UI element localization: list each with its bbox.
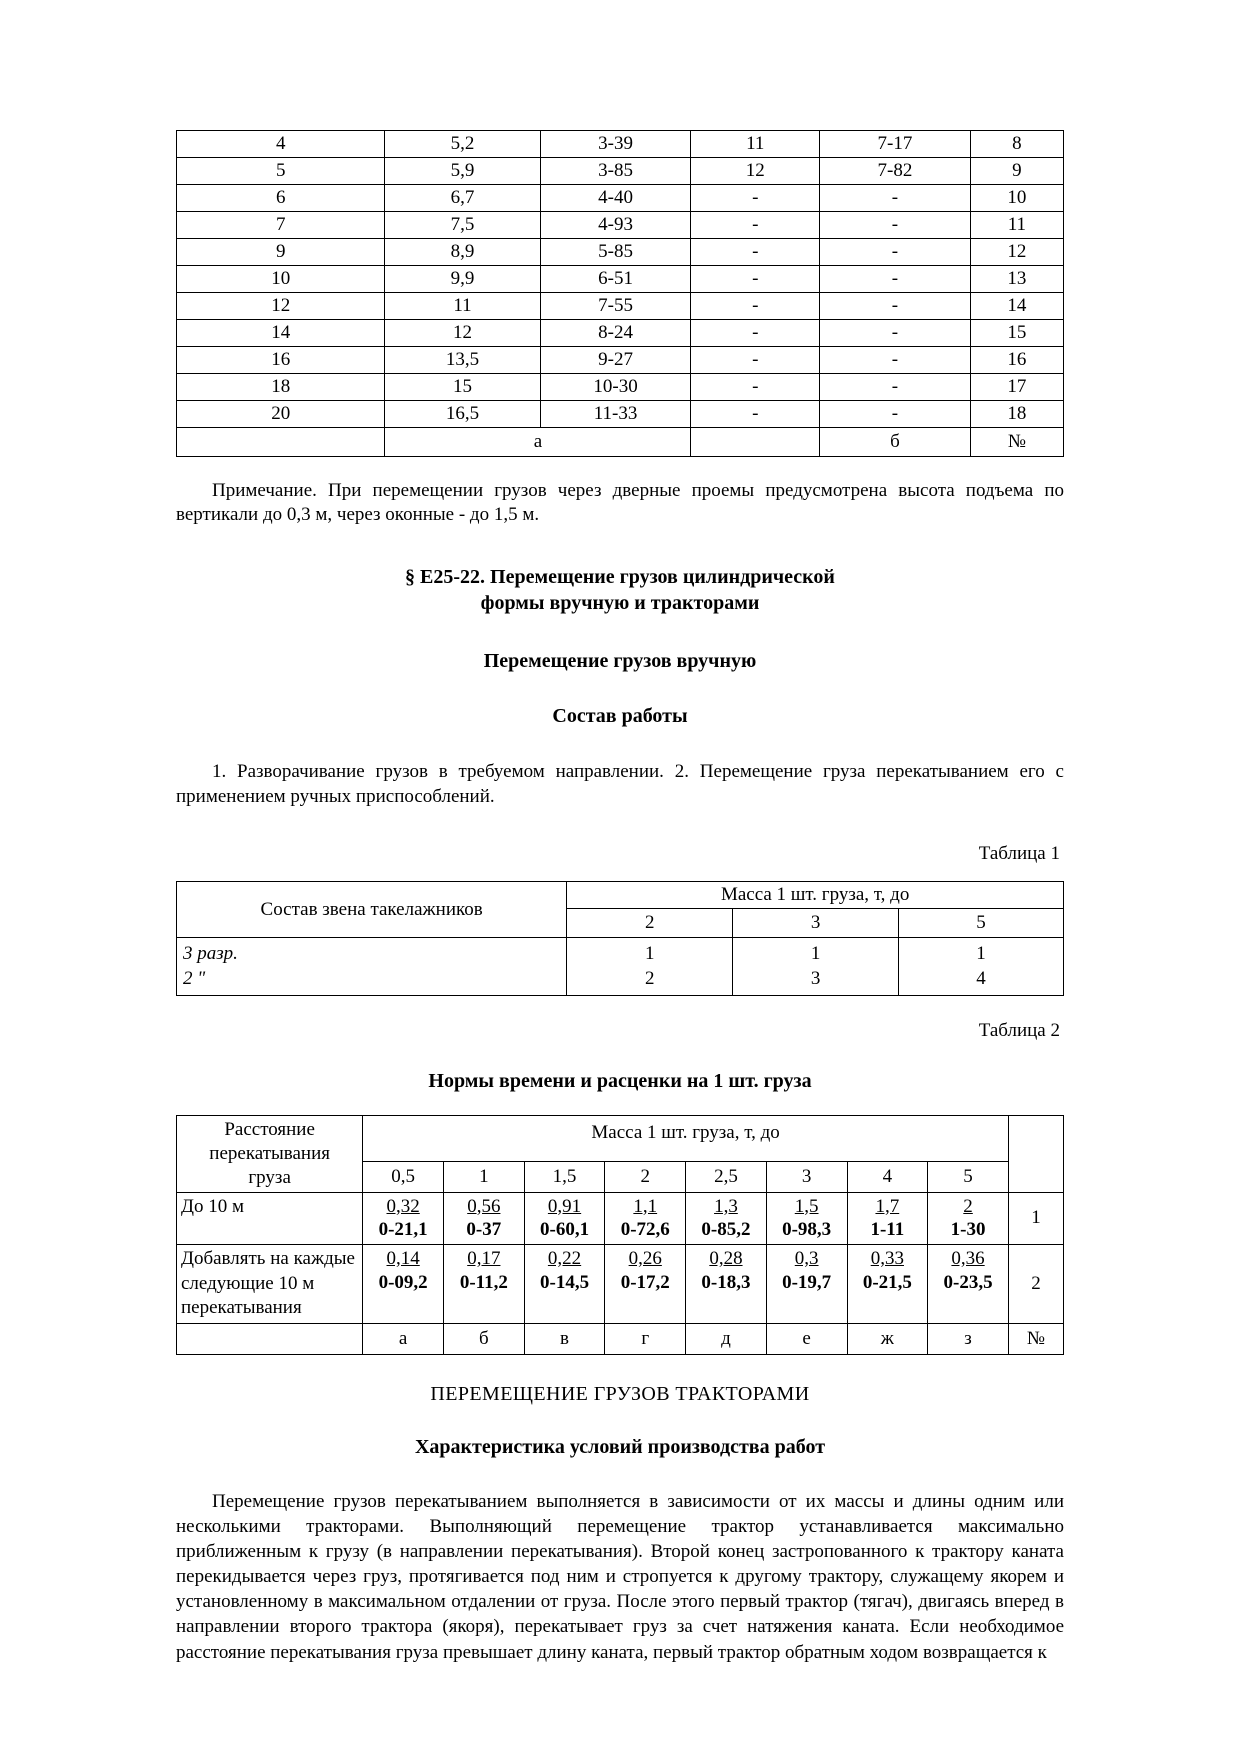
table2-head-left-line0: Расстояние [224,1119,315,1141]
table-row [177,1192,1064,1245]
table-cell-rate_b: - [820,347,971,374]
table-cell-rate_b: - [820,212,971,239]
table-cell-length: 11 [385,293,540,320]
table-cell-num: - [691,266,820,293]
table-cell-rate_a: 3-85 [540,158,691,185]
table-cell-row_no: 14 [970,293,1063,320]
time-norm: 1,1 [633,1195,658,1217]
time-norm: 0,26 [628,1248,662,1269]
table-cell-row_no: 18 [970,401,1063,428]
table-row [177,937,1064,995]
table2-row-label-1: Добавлять на каждые следующие 10 м перекатывания [177,1245,363,1324]
time-norm: 0,56 [467,1195,501,1217]
table-cell-diameter: 18 [177,374,385,401]
table-cell-diameter: 10 [177,266,385,293]
table-cell-num: - [691,212,820,239]
section-title-line2: формы вручную и тракторами [480,592,760,615]
table-cell-rate_b: 7-82 [820,158,971,185]
table-cell-rate_a: 11-33 [540,401,691,428]
table-row [177,185,1064,212]
table-cell-rate_b: - [820,293,971,320]
table2-footer-letter-5: е [766,1324,847,1355]
rate: 0-85,2 [701,1219,751,1241]
table2-mass-tick-0: 0,5 [363,1161,444,1192]
table-cell-diameter: 6 [177,185,385,212]
table2-footer-letter-1: б [443,1324,524,1355]
table-row [177,1116,1064,1161]
section-title-line1: § Е25-22. Перемещение грузов цилиндрической [405,565,835,588]
rate: 1-30 [950,1219,986,1241]
table-row [177,347,1064,374]
rate: 0-37 [466,1219,502,1241]
footer-letter-a: а [385,428,691,457]
table2-mass-tick-6: 4 [847,1161,928,1192]
table-cell-rate_b: 7-17 [820,131,971,158]
table1-head-mass: Масса 1 шт. груза, т, до [567,882,1064,909]
table-cell-diameter: 12 [177,293,385,320]
table-row [177,239,1064,266]
table-cell-rate_b: - [820,239,971,266]
table-cell-rate_a: 7-55 [540,293,691,320]
table1-value-0-0: 1 [644,942,655,964]
table-cell-diameter: 9 [177,239,385,266]
table2-cell-1-5 [766,1245,847,1324]
table2-cell-0-6 [847,1192,928,1245]
table2-footer-letter-2: в [524,1324,605,1355]
work-composition-text: 1. Разворачивание грузов в требуемом направлении. 2. Перемещение груза перекатыванием его с применением ручных приспособлений. [176,761,1064,807]
rate: 0-98,3 [782,1219,832,1241]
table2-head-left-line2: груза [248,1166,291,1188]
table2-footer-blank [177,1324,363,1355]
table-row [177,1245,1064,1324]
table-cell-rate_a: 5-85 [540,239,691,266]
table-row [177,158,1064,185]
footer-blank-1 [177,428,385,457]
tractor-section-title: ПЕРЕМЕЩЕНИЕ ГРУЗОВ ТРАКТОРАМИ [430,1383,810,1406]
table2-row-label-0: До 10 м [177,1192,363,1245]
norms-and-rates-table [176,1115,1064,1355]
time-norm: 1,7 [875,1195,900,1217]
table2-footer-row [177,1324,1064,1355]
rate: 0-60,1 [540,1219,590,1241]
table-cell-row_no: 8 [970,131,1063,158]
table2-footer-number-sign: № [1008,1324,1063,1355]
footer-blank-2 [691,428,820,457]
table2-head-mass: Масса 1 шт. груза, т, до [363,1116,1009,1161]
table-cell-length: 5,9 [385,158,540,185]
table2-mass-tick-5: 3 [766,1161,847,1192]
table2-head-left [177,1116,363,1192]
table-cell-num: - [691,239,820,266]
table2-cell-0-2 [524,1192,605,1245]
table-cell-num: - [691,401,820,428]
table2-mass-tick-2: 1,5 [524,1161,605,1192]
rate: 0-11,2 [459,1271,508,1293]
table-cell-rate_b: - [820,266,971,293]
table2-cell-1-0 [363,1245,444,1324]
table2-cell-1-1 [443,1245,524,1324]
rate: 0-21,1 [378,1219,428,1241]
table2-mass-tick-4: 2,5 [686,1161,767,1192]
table-footer-row [177,428,1064,457]
table-cell-diameter: 16 [177,347,385,374]
table1-tick-0: 2 [567,908,733,937]
table-cell-row_no: 10 [970,185,1063,212]
table-row [177,374,1064,401]
subtitle-manual-moving: Перемещение грузов вручную [483,650,757,673]
table1-crew-cell [177,937,567,995]
table1-value-col-1 [733,937,899,995]
time-norm: 0,33 [870,1248,904,1269]
rate: 0-23,5 [943,1271,993,1293]
table-cell-row_no: 16 [970,347,1063,374]
table2-cell-0-1 [443,1192,524,1245]
table-cell-rate_a: 4-40 [540,185,691,212]
note-paragraph: Примечание. При перемещении грузов через дверные проемы предусмотрена высота подъема по вертикали до 0,3 м, через оконные - до 1,5 м. [176,480,1064,526]
subtitle-work-composition: Состав работы [552,705,688,728]
table1-tick-1: 3 [733,908,899,937]
table-cell-rate_a: 10-30 [540,374,691,401]
table-cell-diameter: 20 [177,401,385,428]
table-row [177,131,1064,158]
rate: 0-72,6 [620,1219,670,1241]
footer-letter-b: б [820,428,971,457]
table-cell-row_no: 13 [970,266,1063,293]
table2-cell-1-7 [928,1245,1009,1324]
table1-value-0-1: 1 [810,942,821,964]
table-row [177,212,1064,239]
table1-value-col-2 [899,937,1064,995]
rate: 0-19,7 [782,1271,832,1293]
crew-line-0: 3 разр. [183,942,238,964]
table2-mass-tick-3: 2 [605,1161,686,1192]
table2-footer-letter-3: г [605,1324,686,1355]
table2-cell-0-7 [928,1192,1009,1245]
table-cell-row_no: 15 [970,320,1063,347]
table-cell-rate_b: - [820,374,971,401]
table-cell-row_no: 17 [970,374,1063,401]
table2-footer-letter-4: д [686,1324,767,1355]
table-cell-diameter: 7 [177,212,385,239]
table-cell-length: 5,2 [385,131,540,158]
table2-footer-letter-0: а [363,1324,444,1355]
table-cell-diameter: 4 [177,131,385,158]
table-cell-diameter: 5 [177,158,385,185]
table1-tick-2: 5 [899,908,1064,937]
time-norm: 0,22 [547,1248,582,1269]
table-cell-diameter: 14 [177,320,385,347]
table-cell-rate_b: - [820,320,971,347]
table2-title: Нормы времени и расценки на 1 шт. груза [428,1070,812,1093]
table-cell-rate_b: - [820,185,971,212]
table-cell-length: 13,5 [385,347,540,374]
table-cell-num: 11 [691,131,820,158]
table2-label: Таблица 2 [978,1020,1060,1042]
table2-cell-0-4 [686,1192,767,1245]
table2-footer-letter-6: ж [847,1324,928,1355]
table2-mass-tick-1: 1 [443,1161,524,1192]
table1-value-0-2: 1 [976,942,986,964]
table2-footer-letter-7: з [928,1324,1009,1355]
table-cell-length: 12 [385,320,540,347]
table1-value-1-1: 3 [810,967,821,989]
table-row [177,320,1064,347]
table-cell-length: 6,7 [385,185,540,212]
table2-cell-0-3 [605,1192,686,1245]
table-cell-num: - [691,185,820,212]
table-row [177,293,1064,320]
table-cell-length: 8,9 [385,239,540,266]
table-cell-num: - [691,320,820,347]
table2-row-index-0: 1 [1008,1192,1063,1245]
time-norm: 0,14 [386,1248,420,1269]
table-cell-length: 16,5 [385,401,540,428]
table-row [177,882,1064,909]
table-cell-rate_b: - [820,401,971,428]
table1-label: Таблица 1 [978,843,1060,865]
table-cell-num: 12 [691,158,820,185]
table2-head-index [1008,1116,1063,1192]
table2-cell-0-0 [363,1192,444,1245]
table-cell-row_no: 12 [970,239,1063,266]
rate: 0-14,5 [540,1271,590,1293]
table1-head-left: Состав звена такелажников [177,882,567,938]
table-cell-row_no: 9 [970,158,1063,185]
rate: 0-18,3 [701,1271,751,1293]
table-cell-row_no: 11 [970,212,1063,239]
page-title [176,564,1064,617]
footer-number-sign: № [970,428,1063,457]
rate: 0-09,2 [378,1271,428,1293]
table-cell-num: - [691,293,820,320]
table2-cell-1-6 [847,1245,928,1324]
crew-line-1: 2 " [183,967,206,989]
rate: 1-11 [870,1219,905,1241]
rate: 0-21,5 [862,1271,912,1293]
time-norm: 0,91 [547,1195,582,1217]
table-cell-rate_a: 4-93 [540,212,691,239]
table2-head-left-line1: перекатывания [209,1143,330,1164]
table-cell-rate_a: 9-27 [540,347,691,374]
time-norm: 0,32 [386,1195,420,1217]
time-norm: 2 [963,1195,973,1217]
table2-cell-1-3 [605,1245,686,1324]
table2-cell-1-2 [524,1245,605,1324]
table-cell-rate_a: 8-24 [540,320,691,347]
work-conditions-title: Характеристика условий производства работ [414,1436,826,1459]
table2-cell-0-5 [766,1192,847,1245]
table-cell-rate_a: 6-51 [540,266,691,293]
table-cell-length: 7,5 [385,212,540,239]
table1-value-1-0: 2 [644,967,655,989]
table1-value-col-0 [567,937,733,995]
table-cell-rate_a: 3-39 [540,131,691,158]
time-norm: 1,5 [794,1195,819,1217]
time-norm: 0,28 [709,1248,743,1269]
table2-row-index-1: 2 [1008,1245,1063,1324]
table2-cell-1-4 [686,1245,767,1324]
crew-composition-table [176,881,1064,996]
time-norm: 0,17 [467,1248,501,1269]
table-cell-num: - [691,347,820,374]
tractor-body-text: Перемещение грузов перекатыванием выполняется в зависимости от их массы и длины одним или несколькими тракторами. Выполняющий перемещение трактор устанавливается максимально приближенным к грузу (в направлении перекатывания). Второй конец застропованного к трактору каната перекидывается через груз, протягивается под ним и стропуется к другому трактору, служащему якорем и установленному в максимальном отдалении от груза. После этого первый трактор (тягач), двигаясь вперед в направлении второго трактора (якоря), перекатывает груз за счет натяжения каната. Если необходимое расстояние перекатывания груза превышает длину каната, первый трактор обратным ходом возвращается к [176,1491,1064,1663]
table-row [177,266,1064,293]
table-cell-length: 9,9 [385,266,540,293]
continuation-table [176,130,1064,457]
table-row [177,401,1064,428]
table-cell-num: - [691,374,820,401]
time-norm: 0,36 [951,1248,985,1269]
time-norm: 1,3 [714,1195,738,1217]
table-cell-length: 15 [385,374,540,401]
table2-mass-tick-7: 5 [928,1161,1009,1192]
rate: 0-17,2 [620,1271,670,1293]
time-norm: 0,3 [794,1248,819,1269]
table1-value-1-2: 4 [976,967,986,989]
